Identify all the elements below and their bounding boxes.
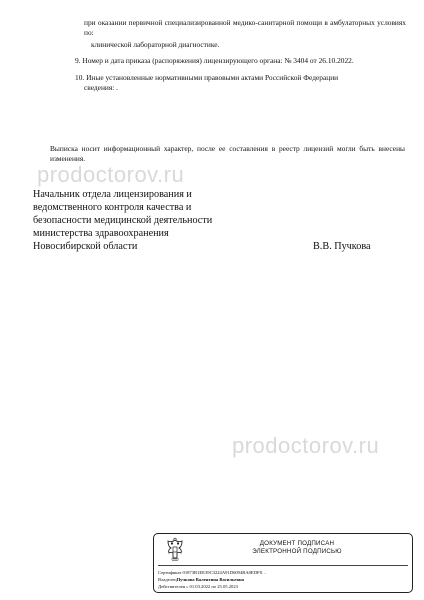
other-info-value: сведения: . xyxy=(84,83,119,92)
e-signature-stamp xyxy=(153,533,413,593)
stamp-divider xyxy=(158,565,408,566)
owner-label: Владелец xyxy=(158,577,177,582)
stamp-title-line: ЭЛЕКТРОННОЙ ПОДПИСЬЮ xyxy=(252,548,342,555)
stamp-title-line: ДОКУМЕНТ ПОДПИСАН xyxy=(259,540,335,547)
stamp-title xyxy=(232,540,362,556)
validity-line: Действителен с 01.03.2022 по 25.05.2023 xyxy=(158,584,238,589)
other-info-item: 10. Иные установленные нормативными правовыми актами Российской Федерации xyxy=(75,73,339,82)
notice-text: Выписка носит информационный характер, после ее составления в реестр лицензий могли быть внесены изменения. xyxy=(50,144,405,163)
signer-title xyxy=(33,188,293,253)
certificate-line: Сертификат 01873B1EE39C3224A91D6094BA0EDF8… xyxy=(158,570,267,575)
signer-name: В.В. Пучкова xyxy=(313,241,371,252)
signer-title-line: Новосибирской области xyxy=(33,241,138,252)
owner-line xyxy=(158,577,244,583)
order-number-item: 9. Номер и дата приказа (распоряжения) лицензирующего органа: № 3404 от 26.10.2022. xyxy=(75,56,354,65)
owner-name: Пучкова Валентина Васильевна xyxy=(176,577,244,582)
coat-of-arms-icon xyxy=(162,537,188,563)
signer-title-line: безопасности медицинской деятельности xyxy=(33,215,213,226)
lab-diagnostics-line: клинической лабораторной диагностике. xyxy=(91,40,220,49)
watermark-bottom: prodoctorov.ru xyxy=(232,433,380,458)
medical-care-paragraph: при оказании первичной специализированной медико-санитарной помощи в амбулаторных условиях по: xyxy=(84,18,406,37)
watermark-top: prodoctorov.ru xyxy=(37,162,185,187)
signer-title-line: министерства здравоохранения xyxy=(33,228,169,239)
signer-title-line: ведомственного контроля качества и xyxy=(33,202,192,213)
signer-title-line: Начальник отдела лицензирования и xyxy=(33,189,192,200)
